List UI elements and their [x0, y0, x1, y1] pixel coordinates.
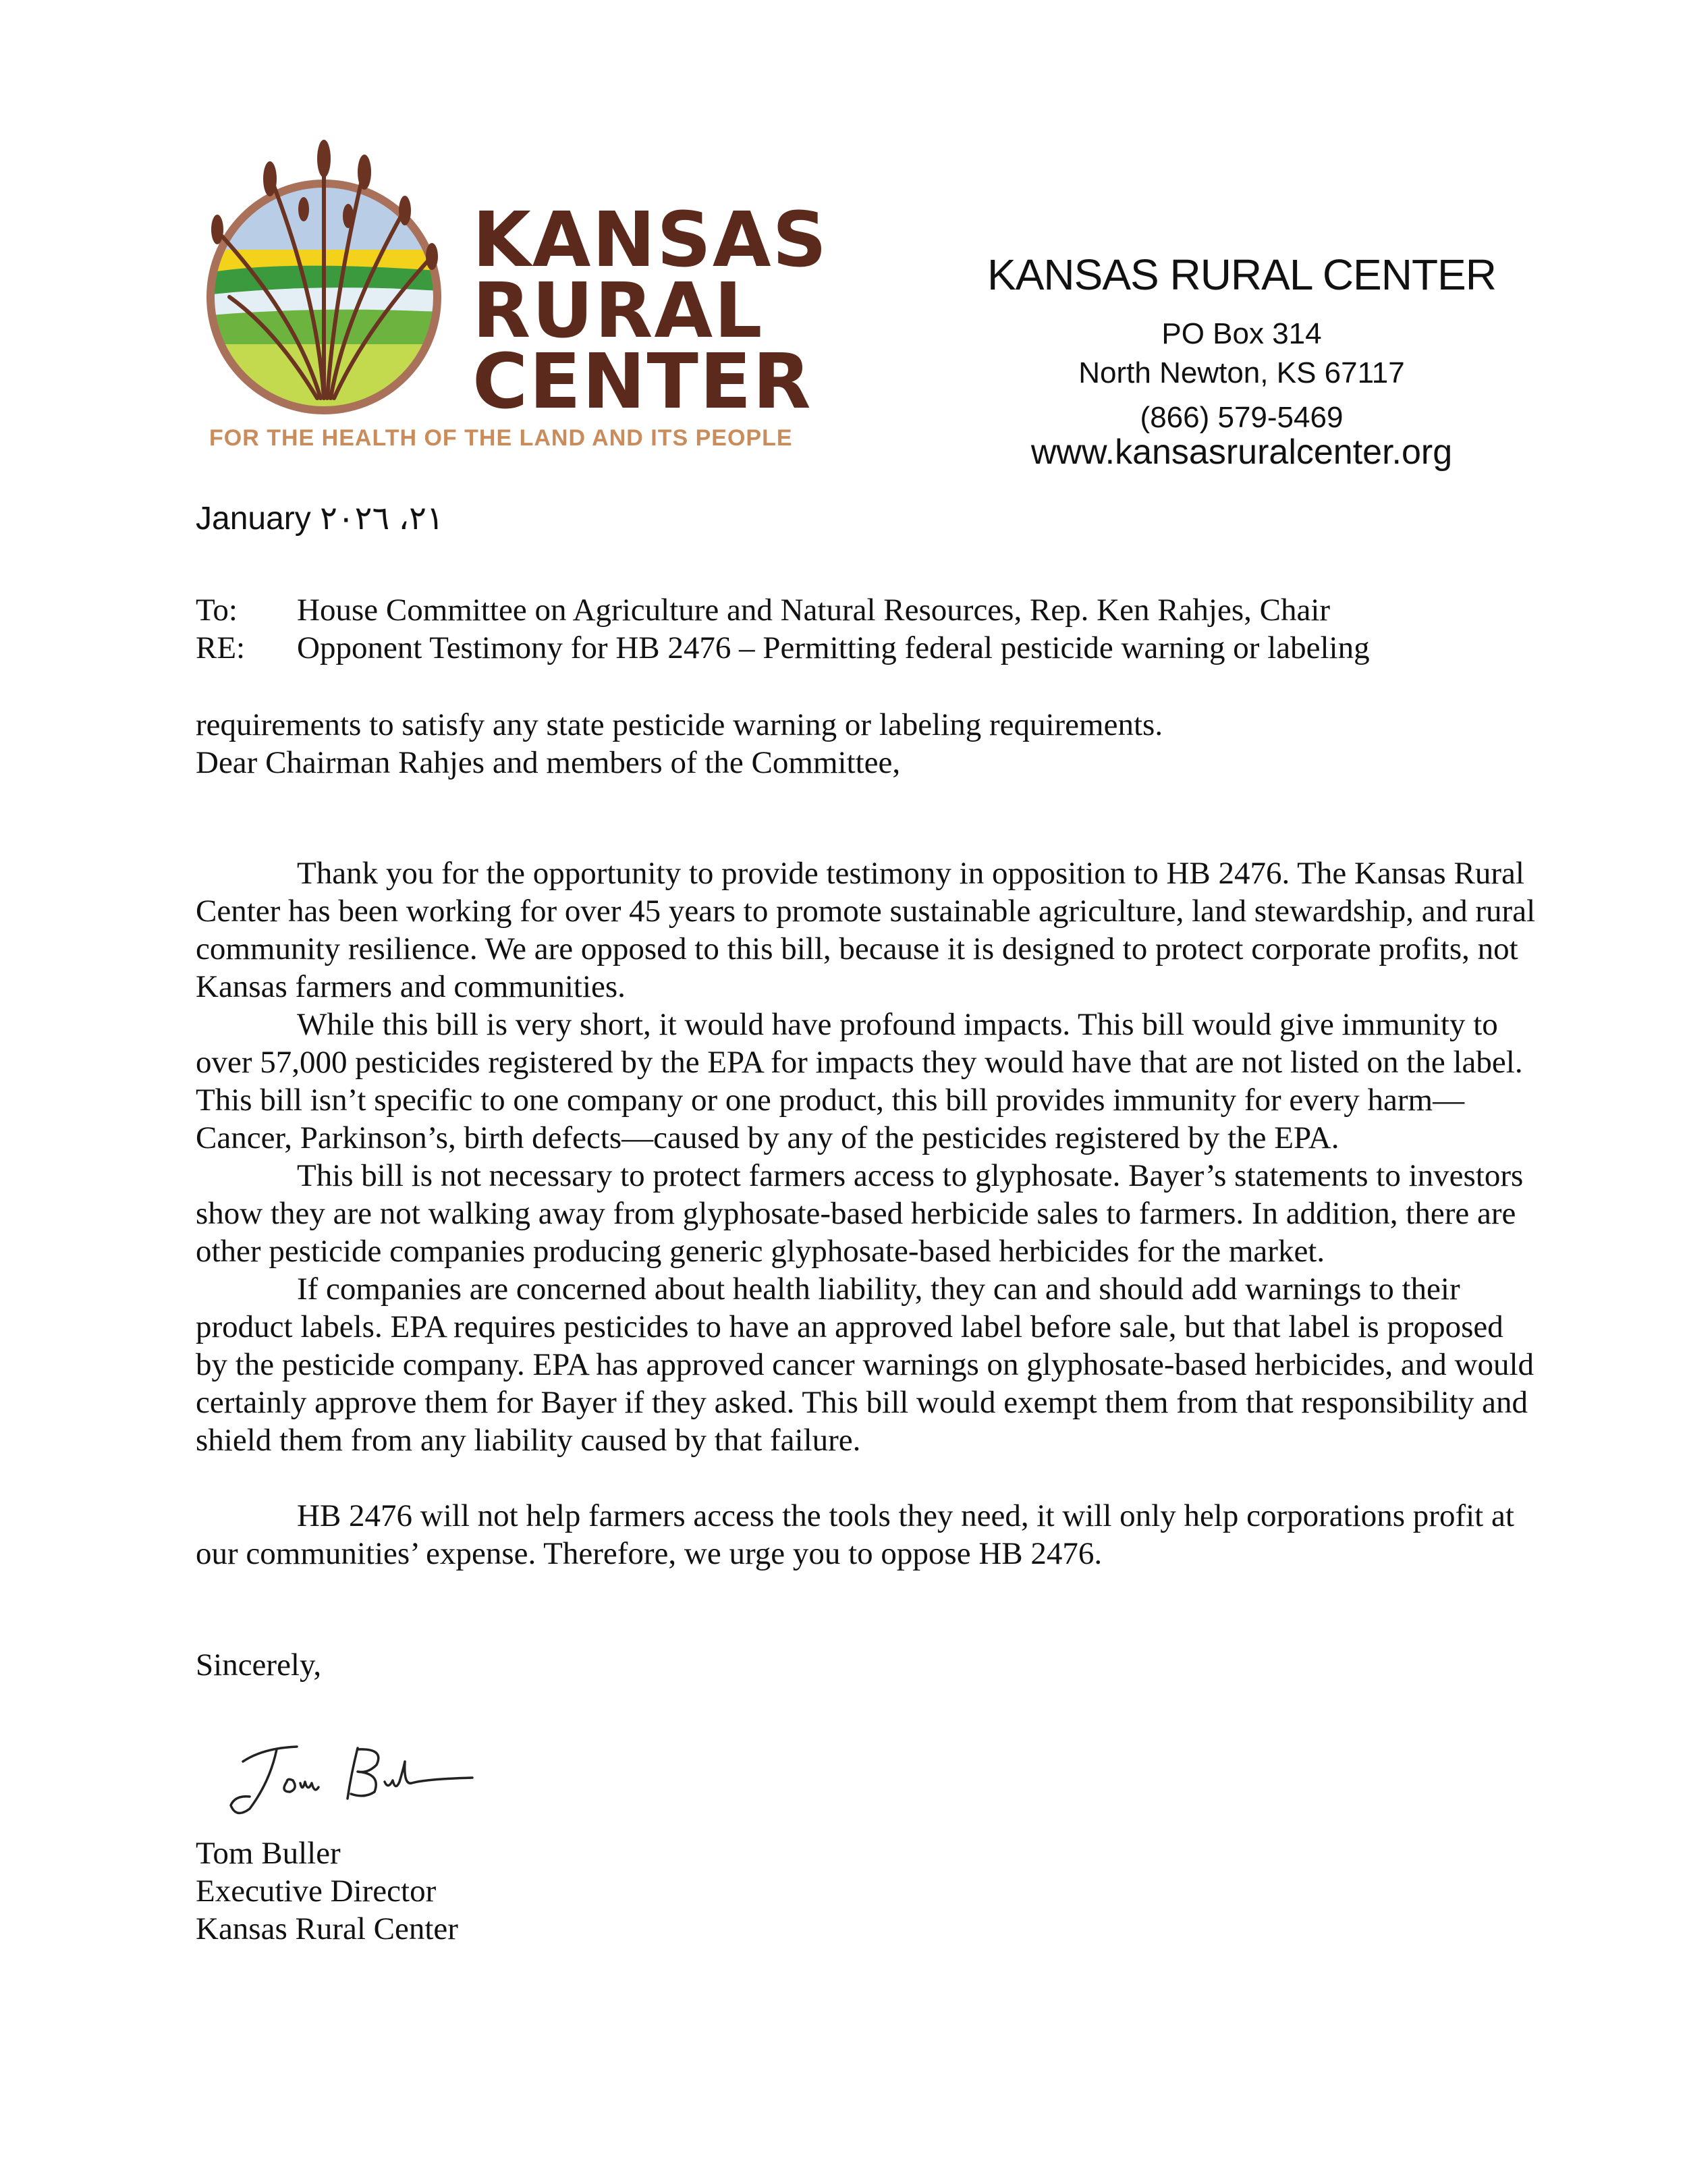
paragraph-2: While this bill is very short, it would have profound impacts. This bill would give immunity to over 57,000 pesticides registered by the EPA for impacts they would have that are not listed on the label. This bill isn’t specific to one company or one product, this bill provides immunity for every harm—Cancer, Parkinson’s, birth defects—caused by any of the pesticides registered by the EPA. — [196, 1007, 1523, 1155]
signer-organization: Kansas Rural Center — [196, 1911, 458, 1946]
signer-name: Tom Buller — [196, 1836, 341, 1871]
prairie-grass-circle-logo-icon — [189, 128, 472, 425]
city-state-zip: North Newton, KS 67117 — [1078, 356, 1405, 389]
handwritten-signature-icon — [223, 1735, 479, 1826]
website-link[interactable]: www.kansasruralcenter.org — [1030, 433, 1453, 472]
letter-date: January ٢١، ٢٠٢٦ — [196, 501, 444, 537]
logo-word-rural: RURAL — [472, 267, 764, 355]
re-continued: requirements to satisfy any state pesticide warning or labeling requirements. — [196, 707, 1163, 742]
logo-word-center: CENTER — [472, 338, 812, 426]
letterhead-address — [945, 250, 1539, 470]
phone-number: (866) 579-5469 — [1140, 401, 1344, 434]
to-value: House Committee on Agriculture and Natural Resources, Rep. Ken Rahjes, Chair — [297, 593, 1331, 628]
re-value: Opponent Testimony for HB 2476 – Permitting federal pesticide warning or labeling — [297, 630, 1370, 665]
paragraph-3: This bill is not necessary to protect farmers access to glyphosate. Bayer’s statements to investors show they are not walking away from glyphosate-based herbicide sales to farmers. In addition, there are other pesticide companies producing generic glyphosate-based herbicides for the market. — [196, 1158, 1524, 1269]
org-logo — [189, 128, 837, 479]
closing-sincerely: Sincerely, — [196, 1647, 322, 1683]
to-line — [196, 591, 1330, 629]
paragraph-1: Thank you for the opportunity to provide testimony in opposition to HB 2476. The Kansas Rural Center has been working for over 45 years to promote sustainable agriculture, land stewardship, and rural community resilience. We are opposed to this bill, because it is designed to protect corporate profits, not Kansas farmers and communities. — [196, 856, 1536, 1004]
po-box: PO Box 314 — [1161, 317, 1322, 350]
org-name: KANSAS RURAL CENTER — [987, 250, 1496, 299]
signer-block — [196, 1834, 458, 1948]
paragraph-5: HB 2476 will not help farmers access the tools they need, it will only help corporations profit at our communities’ expense. Therefore, we urge you to oppose HB 2476. — [196, 1498, 1514, 1571]
paragraph-4: If companies are concerned about health liability, they can and should add warnings to their product labels. EPA requires pesticides to have an approved label before sale, but that label is proposed by the pesticide company. EPA has approved cancer warnings on glyphosate-based herbicides, and would certainly approve them for Bayer if they asked. This bill would exempt them from that responsibility and shield them from any liability caused by that failure. — [196, 1272, 1534, 1458]
re-label: RE: — [196, 630, 246, 665]
salutation: Dear Chairman Rahjes and members of the Committee, — [196, 745, 901, 780]
logo-word-kansas: KANSAS — [472, 196, 829, 284]
signer-title: Executive Director — [196, 1874, 437, 1909]
re-line — [196, 629, 1370, 667]
letter-body — [196, 854, 1539, 1573]
logo-tagline: FOR THE HEALTH OF THE LAND AND ITS PEOPLE — [209, 425, 793, 451]
to-label: To: — [196, 593, 238, 628]
